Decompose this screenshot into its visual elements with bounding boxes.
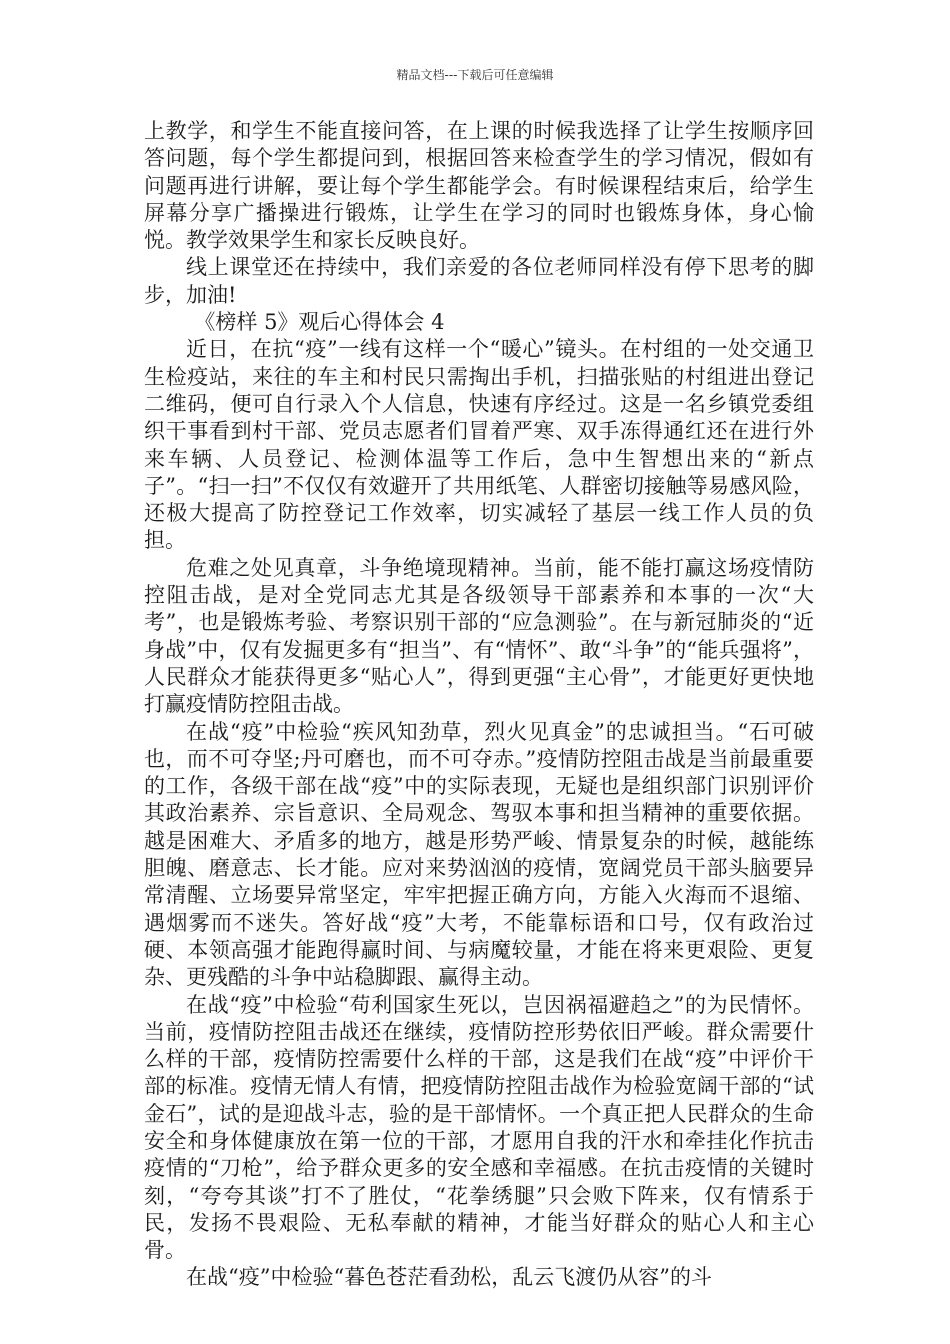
paragraph-6: 在战“疫”中检验“苟利国家生死以，岂因祸福避趋之”的为民情怀。当前，疫情防控阻击战还在继续，疫情防控形势依旧严峻。群众需要什么样的干部，疫情防控需要什么样的干部，这是我们在战“疫”中评价干部的标准。疫情无情人有情，把疫情防控阻击战作为检验宽阔干部的“试金石”，试的是迎战斗志，验的是干部情怀。一个真正把人民群众的生命安全和身体健康放在第一位的干部，才愿用自我的汗水和牵挂化作抗击疫情的“刀枪”，给予群众更多的安全感和幸福感。在抗击疫情的关键时刻，“夸夸其谈”打不了胜仗，“花拳绣腿”只会败下阵来，仅有情系于民，发扬不畏艰险、无私奉献的精神，才能当好群众的贴心人和主心骨。 <box>144 992 814 1263</box>
paragraph-4: 危难之处见真章，斗争绝境现精神。当前，能不能打赢这场疫情防控阻击战，是对全党同志尤其是各级领导干部素养和本事的一次“大考”，也是锻炼考验、考察识别干部的“应急测验”。在与新冠肺炎的“近身战”中，仅有发掘更多有“担当”、有“情怀”、敢“斗争”的“能兵强将”，人民群众才能获得更多“贴心人”，得到更强“主心骨”，才能更好更快地打赢疫情防控阻击战。 <box>144 555 814 717</box>
paragraph-5: 在战“疫”中检验“疾风知劲草，烈火见真金”的忠诚担当。“石可破也，而不可夺坚;丹可磨也，而不可夺赤。”疫情防控阻击战是当前最重要的工作，各级干部在战“疫”中的实际表现，无疑也是组织部门识别评价其政治素养、宗旨意识、全局观念、驾驭本事和担当精神的重要依据。越是困难大、矛盾多的地方，越是形势严峻、情景复杂的时候，越能练胆魄、磨意志、长才能。应对来势汹汹的疫情，宽阔党员干部头脑要异常清醒、立场要异常坚定，牢牢把握正确方向，方能入火海而不退缩、遇烟雾而不迷失。答好战“疫”大考，不能靠标语和口号，仅有政治过硬、本领高强才能跑得赢时间、与病魔较量，才能在将来更艰险、更复杂、更残酷的斗争中站稳脚跟、赢得主动。 <box>144 719 814 990</box>
document-body <box>144 118 814 1292</box>
section-title: 《榜样 5》观后心得体会 4 <box>194 310 445 335</box>
paragraph-2: 线上课堂还在持续中，我们亲爱的各位老师同样没有停下思考的脚步，加油! <box>144 255 814 307</box>
paragraph-3: 近日，在抗“疫”一线有这样一个“暖心”镜头。在村组的一处交通卫生检疫站，来往的车主和村民只需掏出手机，扫描张贴的村组进出登记二维码，便可自行录入个人信息，快速有序经过。这是一名乡镇党委组织干事看到村干部、党员志愿者们冒着严寒、双手冻得通红还在进行外来车辆、人员登记、检测体温等工作后，急中生智想出来的“新点子”。“扫一扫”不仅仅有效避开了共用纸笔、人群密切接触等易感风险，还极大提高了防控登记工作效率，切实减轻了基层一线工作人员的负担。 <box>144 337 814 553</box>
paragraph-7: 在战“疫”中检验“暮色苍茫看劲松，乱云飞渡仍从容”的斗 <box>186 1265 712 1290</box>
paragraph-1: 上教学，和学生不能直接问答，在上课的时候我选择了让学生按顺序回答问题，每个学生都提问到，根据回答来检查学生的学习情况，假如有问题再进行讲解，要让每个学生都能学会。有时候课程结束后，给学生屏幕分享广播操进行锻炼，让学生在学习的同时也锻炼身体，身心愉悦。教学效果学生和家长反映良好。 <box>144 119 814 253</box>
page-header: 精品文档---下载后可任意编辑 <box>396 68 554 82</box>
